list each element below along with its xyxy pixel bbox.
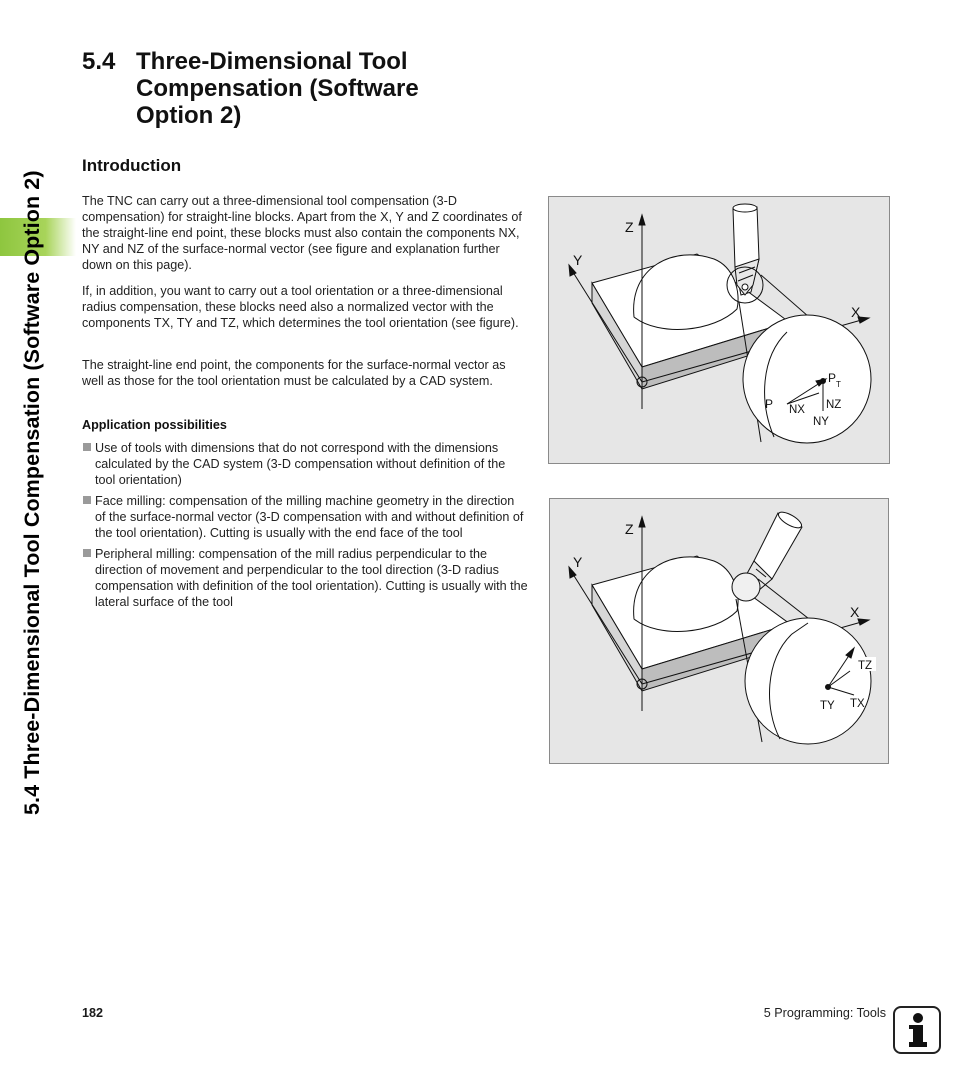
figure-surface-normal bbox=[548, 196, 890, 464]
fig1-p-label: P bbox=[765, 397, 774, 411]
footer-chapter: 5 Programming: Tools bbox=[763, 1006, 886, 1020]
fig2-x-label: X bbox=[850, 604, 860, 620]
bullet-square-icon bbox=[83, 496, 91, 504]
applications-list bbox=[82, 440, 528, 615]
bullet-square-icon bbox=[83, 549, 91, 557]
fig1-pt-subscript: T bbox=[836, 380, 841, 389]
fig1-y-label: Y bbox=[573, 252, 583, 268]
introduction-heading: Introduction bbox=[82, 156, 182, 175]
section-title-text: Three-Dimensional Tool Compensation (Software Option 2) bbox=[136, 48, 419, 129]
list-item bbox=[82, 546, 528, 610]
fig2-y-label: Y bbox=[573, 554, 583, 570]
side-running-title: 5.4 Three-Dimensional Tool Compensation (Software Option 2) bbox=[20, 170, 44, 815]
section-number: 5.4 bbox=[82, 48, 116, 75]
fig2-z-label: Z bbox=[625, 521, 634, 537]
intro-paragraph-3: The straight-line end point, the components for the surface-normal vector as well as those for the tool orientation must be calculated by a CAD system. bbox=[82, 358, 506, 388]
figure-tool-orientation-drawing bbox=[550, 499, 888, 763]
fig1-nz-label: NZ bbox=[826, 399, 842, 411]
list-item-text: Use of tools with dimensions that do not correspond with the dimensions calculated by the CAD system (3-D compensation without definition of the tool orientation) bbox=[95, 441, 506, 487]
list-item bbox=[82, 493, 528, 541]
list-item-text: Face milling: compensation of the milling machine geometry in the direction of the surface-normal vector (3-D compensation with and without definition of the tool orientation). Cutting is usually with the end face of the tool bbox=[95, 494, 524, 540]
intro-paragraph-1: The TNC can carry out a three-dimensional tool compensation (3-D compensation) for straight-line blocks. Apart from the X, Y and Z coordinates of the straight-line end point, these blocks must also contain the components NX, NY and NZ of the surface-normal vector (see figure and explanation further down on this page). bbox=[82, 194, 522, 272]
info-icon-glyph bbox=[895, 1008, 939, 1052]
fig1-z-label: Z bbox=[625, 219, 634, 235]
figure-tool-orientation bbox=[549, 498, 889, 764]
fig2-tx-label: TX bbox=[850, 698, 865, 710]
page-number: 182 bbox=[82, 1006, 104, 1020]
fig2-tz-label: TZ bbox=[858, 660, 873, 672]
list-item bbox=[82, 440, 528, 488]
fig1-x-label: X bbox=[851, 304, 861, 320]
info-icon bbox=[893, 1006, 941, 1054]
intro-paragraph-2: If, in addition, you want to carry out a tool orientation or a three-dimensional radius compensation, these blocks need also a normalized vector with the components TX, TY and TZ, which determines the tool orientation (see figure). bbox=[82, 284, 519, 330]
fig1-ny-label: NY bbox=[813, 416, 829, 428]
fig1-pt-label: P bbox=[828, 371, 837, 385]
fig2-ty-label: TY bbox=[820, 700, 835, 712]
list-item-text: Peripheral milling: compensation of the mill radius perpendicular to the direction of movement and perpendicular to the tool direction (3-D radius compensation with definition of the tool orientation). Cutting is usually with the lateral surface of the tool bbox=[95, 547, 528, 609]
bullet-square-icon bbox=[83, 443, 91, 451]
applications-heading: Application possibilities bbox=[82, 418, 227, 432]
fig1-nx-label: NX bbox=[789, 404, 805, 416]
figure-surface-normal-drawing bbox=[549, 197, 889, 463]
